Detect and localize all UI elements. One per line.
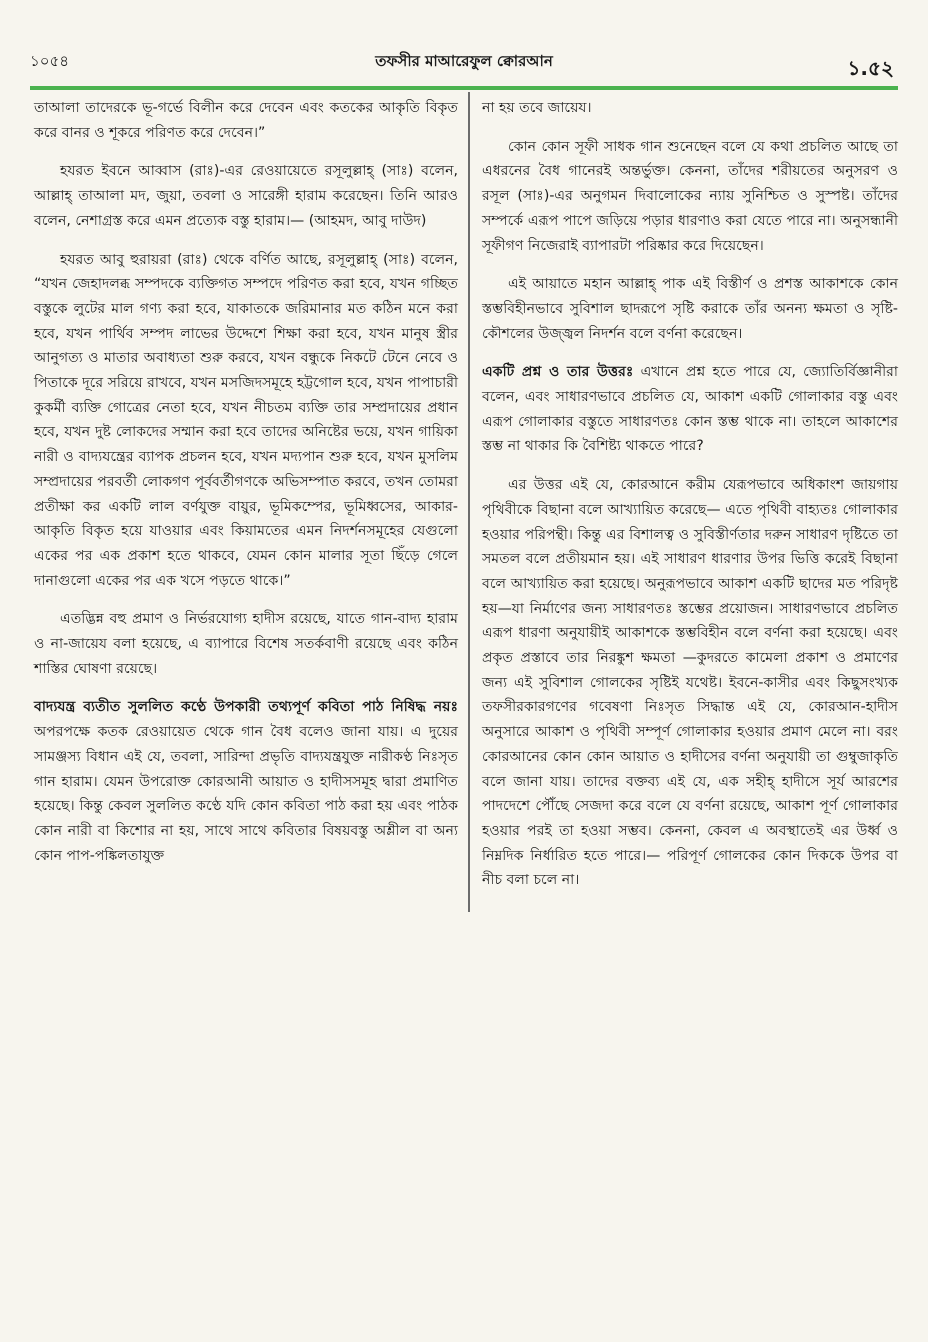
column-divider <box>468 92 470 912</box>
paragraph: তাআলা তাদেরকে ভূ-গর্ভে বিলীন করে দেবেন এবং কতকের আকৃতি বিকৃত করে বানর ও শূকরে পরিণত করে দেবেন।” <box>34 100 458 141</box>
paragraph: এর উত্তর এই যে, কোরআনে করীম যেরূপভাবে অধিকাংশ জায়গায় পৃথিবীকে বিছানা বলে আখ্যায়িত করেছে— এতে পৃথিবী বাহ্যতঃ গোলাকার হওয়ার পরিপন্থী। কিন্তু এর বিশালত্ব ও সুবিস্তীর্ণতার দরুন সাধারণ দৃষ্টিতে তা সমতল বলে প্রতীয়মান হয়। এই সাধারণ ধারণার উপর ভিত্তি করেই বিছানা বলে আখ্যায়িত করা হয়েছে। অনুরূপভাবে আকাশ একটি ছাদের মত পরিদৃষ্ট হয়—যা নির্মাণের জন্য সাধারণতঃ স্তম্ভের প্রয়োজন। সাধারণভাবে প্রচলিত এরূপ ধারণা অনুযায়ীই আকাশকে স্তম্ভবিহীন বলে বর্ণনা করা হয়েছে। এবং প্রকৃত প্রস্তাবে তার নিরঙ্কুশ ক্ষমতা —কুদরতে কামেলা প্রকাশ ও প্রমাণের জন্য এই সুবিশাল গোলকের সৃষ্টিই যথেষ্ট। ইবনে-কাসীর এবং কিছুসংখ্যক তফসীরকারগণের গবেষণা নিঃসৃত সিদ্ধান্ত এই যে, কোরআন-হাদীস অনুসারে আকাশ ও পৃথিবী সম্পূর্ণ গোলাকার হওয়ার প্রমাণ মেলে না। বরং কোরআনের কোন কোন আয়াত ও হাদীসের বর্ণনা অনুযায়ী তা গুম্বুজাকৃতি বলে জানা যায়। তাদের বক্তব্য এই যে, এক সহীহ্ হাদীসে সূর্য আরশের পাদদেশে পৌঁছে সেজদা করে বলে যে বর্ণনা রয়েছে, আকাশ পূর্ণ গোলাকার হওয়ার পরই তা হওয়া সম্ভব। কেননা, কেবল এ অবস্থাতেই এর উর্ধ্ব ও নিম্নদিক নির্ধারিত হতে পারে।— পরিপূর্ণ গোলকের কোন দিককে উপর বা নীচ বলা চলে না। <box>482 477 898 889</box>
header-rule <box>30 86 898 90</box>
section-heading: বাদ্যযন্ত্র ব্যতীত সুললিত কণ্ঠে উপকারী তথ্যপূর্ণ কবিতা পাঠ নিষিদ্ধ নয়ঃ <box>34 699 458 716</box>
paragraph <box>482 360 898 459</box>
left-column <box>34 96 458 868</box>
right-column <box>482 96 898 893</box>
running-title: তফসীর মাআরেফুল ক্বোরআন <box>375 52 553 70</box>
page-number-left: ১০৫৪ <box>30 52 69 70</box>
paragraph: কোন কোন সূফী সাধক গান শুনেছেন বলে যে কথা প্রচলিত আছে তা এধরনের বৈধ গানেরই অন্তর্ভুক্ত। কেননা, তাঁদের শরীয়তের অনুসরণ ও রসূল (সাঃ)-এর অনুগমন দিবালোকের ন্যায় সুনিশ্চিত ও সুস্পষ্ট। তাঁদের সম্পর্কে এরূপ পাপে জড়িয়ে পড়ার ধারণাও করা যেতে পারে না। অনুসন্ধানী সূফীগণ নিজেরাই ব্যাপারটা পরিষ্কার করে দিয়েছেন। <box>482 138 898 254</box>
section-heading: একটি প্রশ্ন ও তার উত্তরঃ <box>482 364 634 381</box>
paragraph-body: এখানে প্রশ্ন হতে পারে যে, জ্যোতির্বিজ্ঞানীরা বলেন, এবং সাধারণভাবে প্রচলিত যে, আকাশ একটি গোলাকার বস্তু এবং এরূপ গোলাকার বস্তুতে সাধারণতঃ কোন স্তম্ভ থাকে না। তাহলে আকাশের স্তম্ভ না থাকার কি বৈশিষ্ট্য থাকতে পারে? <box>482 364 898 455</box>
paragraph: হযরত আবু হুরায়রা (রাঃ) থেকে বর্ণিত আছে, রসূলুল্লাহ্ (সাঃ) বলেন, “যখন জেহাদলব্ধ সম্পদকে ব্যক্তিগত সম্পদে পরিণত করা হবে, যখন গচ্ছিত বস্তুকে লুটের মাল গণ্য করা হবে, যাকাতকে জরিমানার মত কঠিন মনে করা হবে, যখন পার্থিব সম্পদ লাভের উদ্দেশে শিক্ষা করা হবে, যখন মানুষ স্ত্রীর আনুগত্য ও মাতার অবাধ্যতা শুরু করবে, যখন বন্ধুকে নিকটে টেনে নেবে ও পিতাকে দূরে সরিয়ে রাখবে, যখন মসজিদসমূহে হট্টগোল হবে, যখন পাপাচারী কুকর্মী ব্যক্তি গোত্রের নেতা হবে, যখন নীচতম ব্যক্তি তার সম্প্রদায়ের প্রধান হবে, যখন দুষ্ট লোকদের সম্মান করা হবে তাদের অনিষ্টের ভয়ে, যখন গায়িকা নারী ও বাদ্যযন্ত্রের ব্যাপক প্রচলন হবে, যখন মদ্যপান শুরু হবে, যখন মুসলিম সম্প্রদায়ের পরবর্তী লোকগণ পূর্ববর্তীগণকে অভিসম্পাত করবে, তখন তোমরা প্রতীক্ষা কর একটি লাল বর্ণযুক্ত বায়ুর, ভূমিকম্পের, ভূমিধ্বসের, আকার-আকৃতি বিকৃত হয়ে যাওয়ার এবং কিয়ামতের এমন নিদর্শনসমূহের যেগুলো একের পর এক প্রকাশ হতে থাকবে, যেমন কোন মালার সূতা ছিঁড়ে গেলে দানাগুলো একের পর এক খসে পড়তে থাকে।” <box>34 251 458 589</box>
paragraph: হযরত ইবনে আব্বাস (রাঃ)-এর রেওয়ায়েতে রসূলুল্লাহ্ (সাঃ) বলেন, আল্লাহ্ তাআলা মদ, জুয়া, তবলা ও সারেঙ্গী হারাম করেছেন। তিনি আরও বলেন, নেশাগ্রস্ত করে এমন প্রত্যেক বস্তু হারাম।— (আহমদ, আবু দাউদ) <box>34 163 458 229</box>
paragraph: এই আয়াতে মহান আল্লাহ্ পাক এই বিস্তীর্ণ ও প্রশস্ত আকাশকে কোন স্তম্ভবিহীনভাবে সুবিশাল ছাদরূপে সৃষ্টি করাকে তাঁর অনন্য ক্ষমতা ও সৃষ্টি-কৌশলের উজ্জ্বল নিদর্শন বলে বর্ণনা করেছেন। <box>482 276 898 342</box>
paragraph: না হয় তবে জায়েয। <box>482 100 592 116</box>
page-header <box>30 46 898 86</box>
page-number-right: ১.৫২ <box>847 56 894 80</box>
paragraph <box>34 695 458 868</box>
paragraph-body: অপরপক্ষে কতক রেওয়ায়েত থেকে গান বৈধ বলেও জানা যায়। এ দুয়ের সামঞ্জস্য বিধান এই যে, তবলা, সারিন্দা প্রভৃতি বাদ্যযন্ত্রযুক্ত নারীকণ্ঠ নিঃসৃত গান হারাম। যেমন উপরোক্ত কোরআনী আয়াত ও হাদীসসমূহ দ্বারা প্রমাণিত হয়েছে। কিন্তু কেবল সুললিত কণ্ঠে যদি কোন কবিতা পাঠ করা হয় এবং পাঠক কোন নারী বা কিশোর না হয়, সাথে সাথে কবিতার বিষয়বস্তু অশ্লীল বা অন্য কোন পাপ-পঙ্কিলতাযুক্ত <box>34 724 458 864</box>
paragraph: এতদ্ভিন্ন বহু প্রমাণ ও নির্ভরযোগ্য হাদীস রয়েছে, যাতে গান-বাদ্য হারাম ও না-জায়েয বলা হয়েছে, এ ব্যাপারে বিশেষ সতর্কবাণী রয়েছে এবং কঠিন শাস্তির ঘোষণা রয়েছে। <box>34 611 458 677</box>
